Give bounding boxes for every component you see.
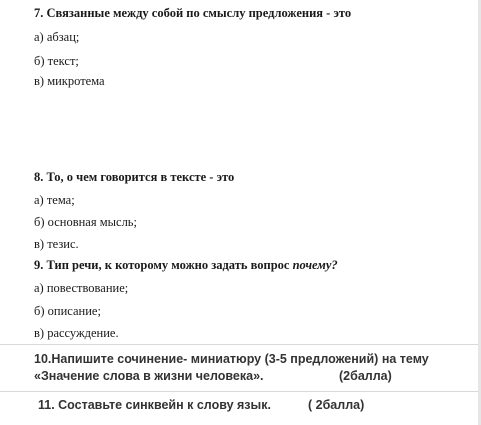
question-9-option-a: а) повествование; [34,281,129,295]
question-8-option-a: а) тема; [34,193,75,207]
task-11-score: ( 2балла) [308,398,365,412]
question-9-option-c: в) рассуждение. [34,326,119,340]
question-7-option-c: в) микротема [34,74,105,88]
question-7-title: 7. Связанные между собой по смыслу предложения - это [34,6,352,20]
section-divider [0,344,481,345]
question-9-option-b: б) описание; [34,304,101,318]
question-8-option-b: б) основная мысль; [34,215,137,229]
task-10-line-1: 10.Напишите сочинение- миниатюру (3-5 предложений) на тему [34,352,429,366]
task-10-line-2: «Значение слова в жизни человека». [34,369,264,383]
question-7-option-b: б) текст; [34,54,79,68]
task-10-score: (2балла) [339,369,392,383]
question-9-title [34,258,338,273]
question-8-option-c: в) тезис. [34,237,79,251]
question-9-title-text: 9. Тип речи, к которому можно задать вопрос [34,258,293,272]
question-8-title: 8. То, о чем говорится в тексте - это [34,170,235,184]
task-11-text: 11. Составьте синквейн к слову язык. [38,398,271,412]
task-divider [0,391,481,392]
question-7-option-a: а) абзац; [34,30,80,44]
question-9-title-emphasis: почему? [292,258,338,272]
